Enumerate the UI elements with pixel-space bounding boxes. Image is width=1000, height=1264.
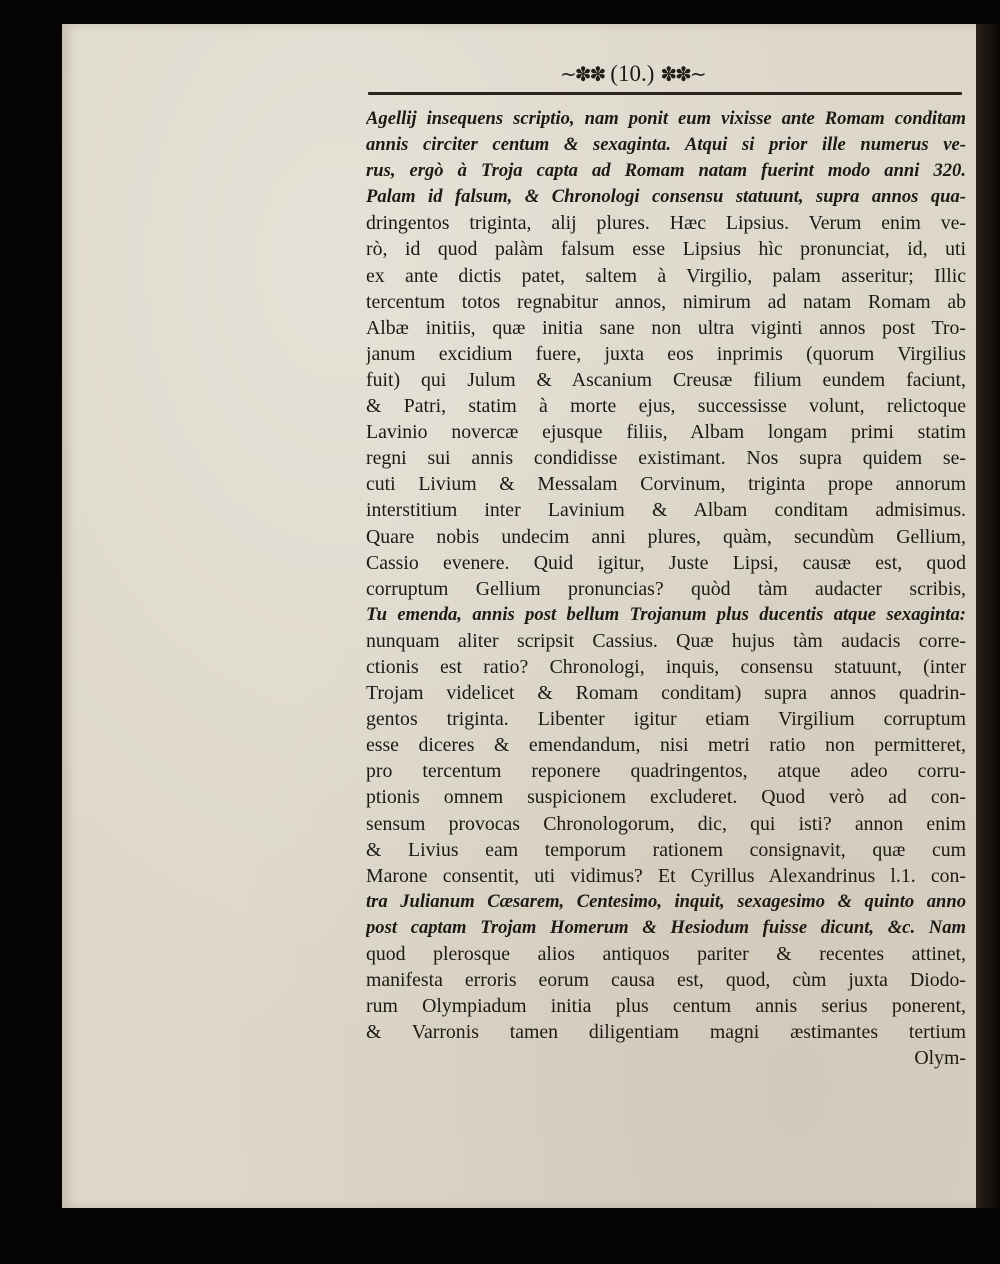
text-line: sensum provocas Chronologorum, dic, qui isti? annon enim (366, 812, 966, 835)
text-line: interstitium inter Lavinium & Albam conditam admisimus. (366, 499, 966, 522)
page-edge (976, 24, 1000, 1208)
catchword: Olym- (914, 1047, 966, 1070)
text-line: quod plerosque alios antiquos pariter & recentes attinet, (366, 943, 966, 965)
text-line: regni sui annis condidisse existimant. Nos supra quidem se- (366, 447, 966, 470)
text-line: rò, id quod palàm falsum esse Lipsius hìc pronunciat, id, uti (366, 238, 966, 261)
text-line: Cassio evenere. Quid igitur, Juste Lipsi, causæ est, quod (366, 551, 966, 574)
text-line: nunquam aliter scripsit Cassius. Quæ hujus tàm audacis corre- (366, 629, 966, 652)
text-line: rus, ergò à Troja capta ad Romam natam fuerint modo anni 320. (366, 160, 966, 182)
text-line: ctionis est ratio? Chronologi, inquis, consensu statuunt, (inter (366, 655, 966, 678)
page-number: (10.) (610, 61, 655, 86)
text-line: & Varronis tamen diligentiam magni æstimantes tertium (366, 1021, 966, 1044)
text-line: fuit) qui Julum & Ascanium Creusæ filium eundem faciunt, (366, 368, 966, 391)
text-line: gentos triginta. Libenter igitur etiam Virgilium corruptum (366, 708, 966, 731)
text-line: esse diceres & emendandum, nisi metri ratio non permitteret, (366, 734, 966, 757)
body-text (366, 106, 966, 1071)
ornament-left-icon: ~✽✽ (560, 62, 605, 86)
text-line: annis circiter centum & sexaginta. Atqui si prior ille numerus ve- (366, 134, 966, 156)
text-line: Lavinio novercæ ejusque filiis, Albam longam primi statim (366, 421, 966, 444)
text-line: Quare nobis undecim anni plures, quàm, secundùm Gellium, (366, 525, 966, 548)
text-line: Palam id falsum, & Chronologi consensu statuunt, supra annos qua- (366, 186, 966, 208)
text-line: Tu emenda, annis post bellum Trojanum plus ducentis atque sexaginta: (366, 603, 966, 625)
text-line: ex ante dictis patet, saltem à Virgilio, palam asseritur; Illic (366, 264, 966, 287)
text-line: dringentos triginta, alij plures. Hæc Lipsius. Verum enim ve- (366, 212, 966, 235)
text-line: manifesta erroris eorum causa est, quod, cùm juxta Diodo- (366, 969, 966, 992)
text-line: & Livius eam temporum rationem consignavit, quæ cum (366, 838, 966, 861)
text-line: janum excidium fuere, juxta eos inprimis (quorum Virgilius (366, 342, 966, 365)
text-line: & Patri, statim à morte ejus, successisse volunt, relictoque (366, 395, 966, 418)
text-line: rum Olympiadum initia plus centum annis serius ponerent, (366, 995, 966, 1018)
text-line: cuti Livium & Messalam Corvinum, triginta prope annorum (366, 473, 966, 496)
text-line: tra Julianum Cæsarem, Centesimo, inquit, sexagesimo & quinto anno (366, 890, 966, 912)
text-line: pro tercentum reponere quadringentos, atque adeo corru- (366, 760, 966, 783)
header-rule (368, 92, 962, 95)
text-line: Marone consentit, uti vidimus? Et Cyrillus Alexandrinus l.1. con- (366, 864, 966, 887)
text-line: post captam Trojam Homerum & Hesiodum fuisse dicunt, &c. Nam (366, 916, 966, 938)
text-line: tercentum totos regnabitur annos, nimirum ad natam Romam ab (366, 290, 966, 313)
ornament-right-icon: ✽✽~ (660, 62, 705, 86)
text-line: Trojam videlicet & Romam conditam) supra annos quadrin- (366, 682, 966, 705)
text-line: Agellij insequens scriptio, nam ponit eum vixisse ante Romam conditam (366, 108, 966, 129)
page-header (560, 58, 705, 90)
text-line: ptionis omnem suspicionem excluderet. Quod verò ad con- (366, 786, 966, 809)
text-line: Albæ initiis, quæ initia sane non ultra viginti annos post Tro- (366, 316, 966, 339)
text-line: corruptum Gellium pronuncias? quòd tàm audacter scribis, (366, 577, 966, 600)
